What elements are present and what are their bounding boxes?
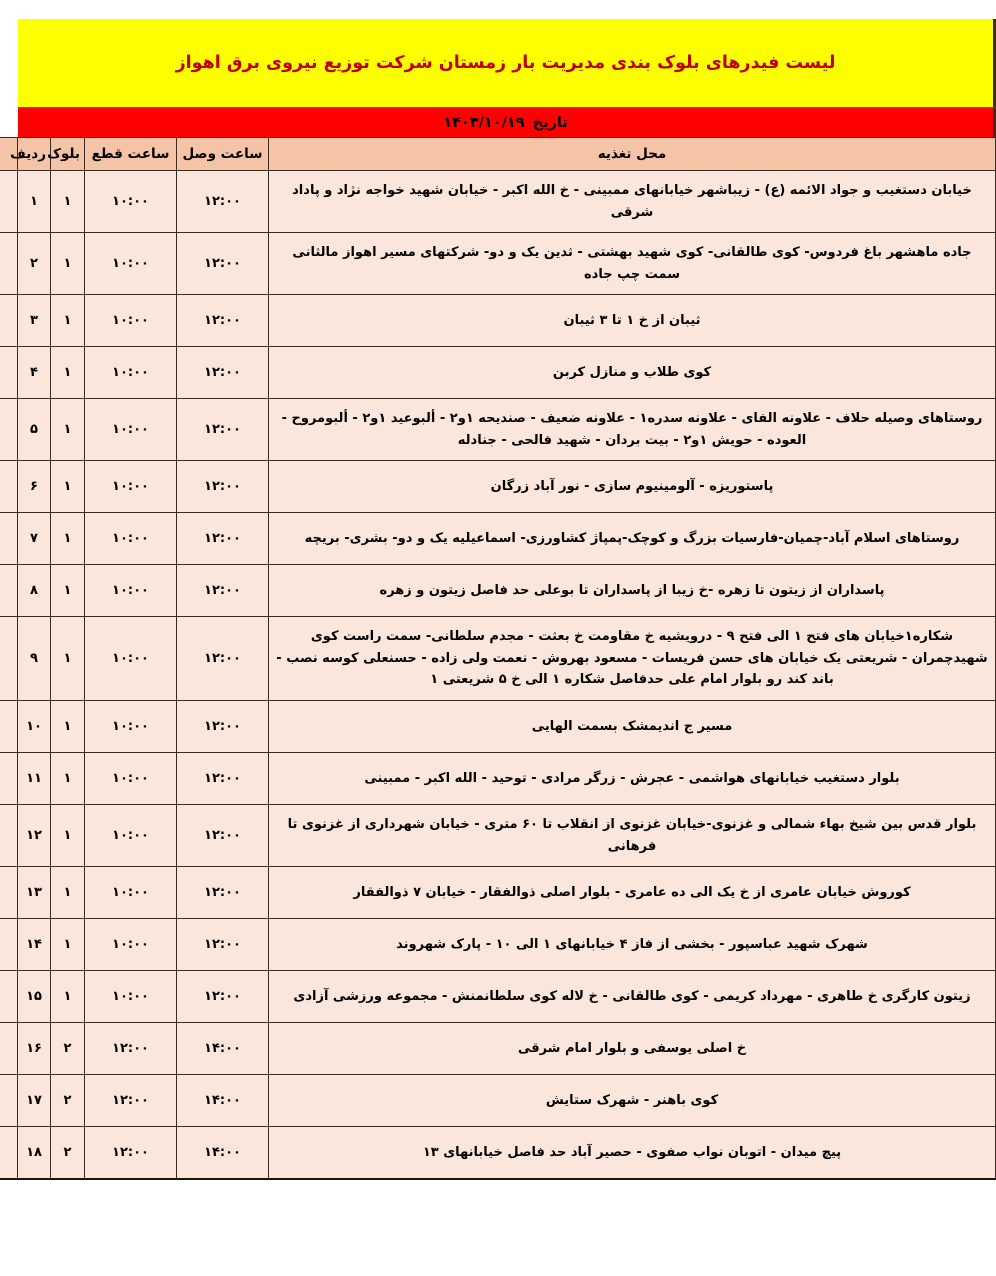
table-row[interactable] (0, 513, 996, 565)
cell-bolok: ۲ (51, 1127, 85, 1179)
cell-radif: ۱۴ (18, 919, 51, 971)
cell-saat-ghat: ۱۰:۰۰ (85, 867, 177, 919)
cell-bolok: ۱ (51, 971, 85, 1023)
table-row[interactable] (0, 233, 996, 295)
cell-bolok: ۱ (51, 753, 85, 805)
cell-mahal-taghzie: جاده ماهشهر باغ فردوس- کوی طالقانی- کوی شهید بهشتی - ثدین یک و دو- شرکتهای مسیر اهواز مالثانی سمت چپ جاده (269, 233, 996, 295)
column-header-mahal-taghzie[interactable]: محل تغذیه (269, 138, 996, 171)
table-header-row (0, 138, 996, 171)
table-header (0, 138, 996, 171)
cell-saat-ghat: ۱۲:۰۰ (85, 1127, 177, 1179)
cell-radif: ۷ (18, 513, 51, 565)
cell-mahal-taghzie: ثیبان از خ ۱ تا ۳ ثیبان (269, 295, 996, 347)
cell-mahal-taghzie: شکاره۱خیابان های فتح ۱ الی فتح ۹ - درویشیه خ مقاومت خ بعثت - مجدم سلطانی- سمت راست کوی شهیدچمران - شریعتی یک خیابان های حسن فریسات - مسعود بهروش - نعمت ولی زاده - حسنعلی کوسه نصب - باند کند رو بلوار امام علی حدفاصل شکاره ۱ الی خ ۵ شریعتی ۱ (269, 617, 996, 701)
title-banner (18, 19, 996, 107)
cell-saat-ghat: ۱۰:۰۰ (85, 919, 177, 971)
sheet-right-edge (0, 513, 18, 565)
sheet-right-edge (0, 971, 18, 1023)
cell-radif: ۸ (18, 565, 51, 617)
column-header-radif[interactable]: ردیف (18, 138, 51, 171)
table-row[interactable] (0, 461, 996, 513)
cell-radif: ۱۸ (18, 1127, 51, 1179)
cell-mahal-taghzie: روستاهای وصیله حلاف - علاونه الفای - علاونه سدره۱ - علاونه ضعیف - صندیحه ۱و۲ - ألبوعید ۱و۲ - ألبومروح - العوده - حویش ۱و۲ - بیت بردان - شهید فالحی - جنادله (269, 399, 996, 461)
table-row[interactable] (0, 753, 996, 805)
sheet-right-edge (0, 171, 18, 233)
sheet-right-edge (0, 701, 18, 753)
sheet-right-edge (0, 399, 18, 461)
sheet-right-edge (0, 295, 18, 347)
table-row[interactable] (0, 171, 996, 233)
cell-bolok: ۱ (51, 399, 85, 461)
cell-saat-ghat: ۱۰:۰۰ (85, 171, 177, 233)
cell-radif: ۱۷ (18, 1075, 51, 1127)
cell-saat-ghat: ۱۰:۰۰ (85, 233, 177, 295)
cell-mahal-taghzie: روستاهای اسلام آباد-چمیان-فارسیات بزرگ و کوچک-پمپاژ کشاورزی- اسماعیلیه یک و دو- بشری- بریچه (269, 513, 996, 565)
cell-mahal-taghzie: کوی باهنر - شهرک ستایش (269, 1075, 996, 1127)
cell-saat-ghat: ۱۰:۰۰ (85, 971, 177, 1023)
table-row[interactable] (0, 347, 996, 399)
cell-bolok: ۱ (51, 347, 85, 399)
column-header-saat-vasl[interactable]: ساعت وصل (177, 138, 269, 171)
cell-bolok: ۱ (51, 171, 85, 233)
cell-bolok: ۱ (51, 617, 85, 701)
cell-saat-ghat: ۱۰:۰۰ (85, 701, 177, 753)
bottom-margin (0, 1180, 996, 1192)
table-row[interactable] (0, 919, 996, 971)
cell-saat-ghat: ۱۰:۰۰ (85, 513, 177, 565)
cell-saat-ghat: ۱۰:۰۰ (85, 805, 177, 867)
cell-radif: ۱۵ (18, 971, 51, 1023)
cell-saat-vasl: ۱۲:۰۰ (177, 347, 269, 399)
date-banner (18, 107, 996, 137)
page-title: لیست فیدرهای بلوک بندی مدیریت بار زمستان شرکت توزیع نیروی برق اهواز (175, 52, 836, 73)
cell-saat-vasl: ۱۲:۰۰ (177, 919, 269, 971)
cell-mahal-taghzie: پاسداران از زیتون تا زهره -خ زیبا از پاسداران تا بوعلی حد فاصل زیتون و زهره (269, 565, 996, 617)
feeders-table (0, 137, 996, 1180)
cell-bolok: ۱ (51, 805, 85, 867)
sheet-right-edge (0, 233, 18, 295)
cell-radif: ۳ (18, 295, 51, 347)
sheet-right-edge (0, 617, 18, 701)
cell-saat-ghat: ۱۰:۰۰ (85, 617, 177, 701)
table-row[interactable] (0, 1075, 996, 1127)
cell-mahal-taghzie: خ اصلی یوسفی و بلوار امام شرقی (269, 1023, 996, 1075)
date-label: تاریخ (532, 114, 568, 131)
sheet-right-edge (0, 919, 18, 971)
cell-radif: ۵ (18, 399, 51, 461)
sheet-right-edge (0, 565, 18, 617)
cell-mahal-taghzie: پیچ میدان - اتوبان نواب صفوی - حصیر آباد حد فاصل خیابانهای ۱۳ (269, 1127, 996, 1179)
cell-mahal-taghzie: پاستوریزه - آلومینیوم سازی - نور آباد زرگان (269, 461, 996, 513)
cell-mahal-taghzie: خیابان دستغیب و جواد الائمه (ع) - زیباشهر خیابانهای ممبینی - خ الله اکبر - خیابان شهید خواجه نژاد و پاداد شرقی (269, 171, 996, 233)
sheet-right-edge (0, 805, 18, 867)
sheet-right-edge (0, 1127, 18, 1179)
table-body (0, 171, 996, 1179)
cell-saat-vasl: ۱۲:۰۰ (177, 565, 269, 617)
sheet-right-edge (0, 461, 18, 513)
cell-bolok: ۱ (51, 461, 85, 513)
cell-saat-ghat: ۱۰:۰۰ (85, 565, 177, 617)
cell-bolok: ۱ (51, 565, 85, 617)
cell-radif: ۶ (18, 461, 51, 513)
cell-radif: ۹ (18, 617, 51, 701)
cell-saat-ghat: ۱۰:۰۰ (85, 461, 177, 513)
cell-saat-vasl: ۱۲:۰۰ (177, 513, 269, 565)
cell-saat-vasl: ۱۲:۰۰ (177, 971, 269, 1023)
cell-saat-vasl: ۱۲:۰۰ (177, 399, 269, 461)
sheet-right-edge (0, 753, 18, 805)
cell-saat-vasl: ۱۲:۰۰ (177, 295, 269, 347)
cell-radif: ۲ (18, 233, 51, 295)
cell-mahal-taghzie: کوی طلاب و منازل کربن (269, 347, 996, 399)
cell-saat-ghat: ۱۲:۰۰ (85, 1075, 177, 1127)
table-row[interactable] (0, 399, 996, 461)
cell-radif: ۱ (18, 171, 51, 233)
cell-saat-vasl: ۱۲:۰۰ (177, 461, 269, 513)
cell-radif: ۱۳ (18, 867, 51, 919)
cell-saat-ghat: ۱۰:۰۰ (85, 295, 177, 347)
table-row[interactable] (0, 295, 996, 347)
cell-bolok: ۱ (51, 233, 85, 295)
cell-saat-vasl: ۱۴:۰۰ (177, 1023, 269, 1075)
sheet-right-edge (0, 347, 18, 399)
cell-mahal-taghzie: شهرک شهید عباسپور - بخشی از فاز ۴ خیابانهای ۱ الی ۱۰ - پارک شهروند (269, 919, 996, 971)
cell-saat-ghat: ۱۰:۰۰ (85, 399, 177, 461)
cell-saat-vasl: ۱۲:۰۰ (177, 701, 269, 753)
cell-bolok: ۱ (51, 867, 85, 919)
cell-saat-ghat: ۱۲:۰۰ (85, 1023, 177, 1075)
table-row[interactable] (0, 565, 996, 617)
cell-bolok: ۱ (51, 513, 85, 565)
cell-radif: ۱۲ (18, 805, 51, 867)
cell-bolok: ۲ (51, 1023, 85, 1075)
cell-saat-ghat: ۱۰:۰۰ (85, 753, 177, 805)
cell-radif: ۴ (18, 347, 51, 399)
cell-mahal-taghzie: زیتون کارگری خ طاهری - مهرداد کریمی - کوی طالقانی - خ لاله کوی سلطانمنش - مجموعه ورزشی آزادی (269, 971, 996, 1023)
cell-bolok: ۱ (51, 701, 85, 753)
cell-saat-vasl: ۱۲:۰۰ (177, 753, 269, 805)
table-row[interactable] (0, 971, 996, 1023)
cell-mahal-taghzie: مسیر ج اندیمشک بسمت الهایی (269, 701, 996, 753)
cell-radif: ۱۰ (18, 701, 51, 753)
cell-saat-vasl: ۱۲:۰۰ (177, 867, 269, 919)
date-value: ۱۴۰۳/۱۰/۱۹ (443, 114, 525, 131)
cell-mahal-taghzie: بلوار قدس بین شیخ بهاء شمالی و غزنوی-خیابان غزنوی از انقلاب تا ۶۰ متری - خیابان شهرداری از غزنوی تا فرهانی (269, 805, 996, 867)
cell-bolok: ۱ (51, 295, 85, 347)
sheet-right-edge (0, 867, 18, 919)
cell-bolok: ۲ (51, 1075, 85, 1127)
sheet-right-edge (0, 1075, 18, 1127)
table-row[interactable] (0, 1127, 996, 1179)
cell-radif: ۱۶ (18, 1023, 51, 1075)
table-row[interactable] (0, 805, 996, 867)
table-row[interactable] (0, 701, 996, 753)
sheet-right-edge (0, 1023, 18, 1075)
cell-saat-ghat: ۱۰:۰۰ (85, 347, 177, 399)
cell-radif: ۱۱ (18, 753, 51, 805)
cell-bolok: ۱ (51, 919, 85, 971)
cell-mahal-taghzie: بلوار دستغیب خیابانهای هواشمی - عجرش - زرگر مرادی - توحید - الله اکبر - ممبینی (269, 753, 996, 805)
cell-saat-vasl: ۱۴:۰۰ (177, 1075, 269, 1127)
column-header-saat-ghat[interactable]: ساعت قطع (85, 138, 177, 171)
table-row[interactable] (0, 1023, 996, 1075)
cell-saat-vasl: ۱۲:۰۰ (177, 617, 269, 701)
date-row (443, 115, 568, 131)
cell-saat-vasl: ۱۲:۰۰ (177, 171, 269, 233)
cell-saat-vasl: ۱۴:۰۰ (177, 1127, 269, 1179)
cell-saat-vasl: ۱۲:۰۰ (177, 233, 269, 295)
column-header-bolok[interactable]: بلوک (51, 138, 85, 171)
table-row[interactable] (0, 867, 996, 919)
table-row[interactable] (0, 617, 996, 701)
cell-saat-vasl: ۱۲:۰۰ (177, 805, 269, 867)
top-margin (0, 0, 996, 19)
cell-mahal-taghzie: کوروش خیابان عامری از خ یک الی ده عامری - بلوار اصلی ذوالفقار - خیابان ۷ ذوالفقار (269, 867, 996, 919)
